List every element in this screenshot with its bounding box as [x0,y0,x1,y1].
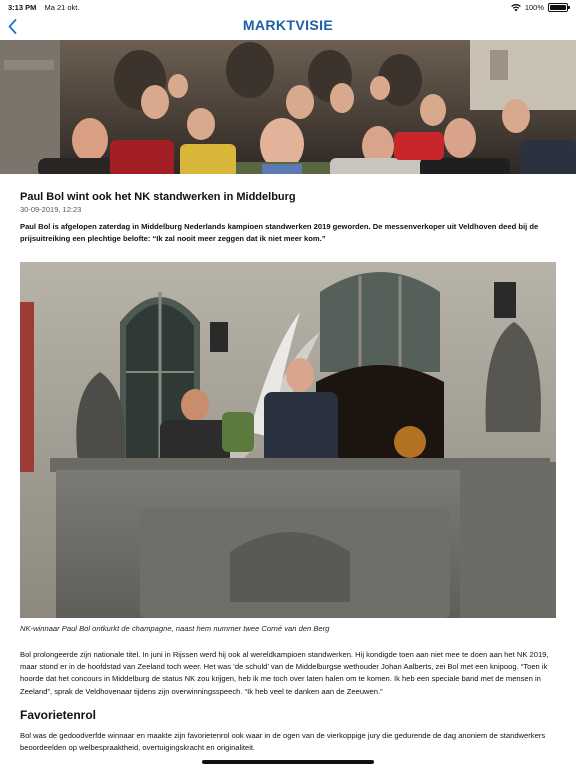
crowd-photo [0,40,576,174]
hero-image [0,40,576,174]
article-photo [20,262,556,618]
home-indicator[interactable] [202,760,374,764]
article-title: Paul Bol wint ook het NK standwerken in Middelburg [20,191,296,203]
status-left [8,3,79,12]
battery-icon [548,3,568,12]
status-time: 3:13 PM [8,3,37,12]
status-bar [0,0,576,14]
article-paragraph: Bol was de gedoodverfde winnaar en maakte zijn favorietenrol ook waar in de ogen van de vierkoppige jury die gedurende de dag anoniem de standwerkers beoordeelden op welbespraaktheid, overtuigingskracht en originaliteit. [20,730,546,753]
article-paragraph: Bol prolongeerde zijn nationale titel. In juni in Rijssen werd hij ook al wereldkampioen standwerken. Hij kondigde toen aan niet mee te doen aan het NK 2019, maar stond er in de hoofdstad van Zeeland toch weer. Het was ‘de schuld’ van de Middelburgse wethouder Johan Aalberts, zei Bol met een knipoog. “Toen ik hoorde dat het concours in Middelburg de status NK zou krijgen, heb ik me toch over laten halen om te komen. Ik heb een speciale band met de mensen in Zeeland”, sprak de Veldhovenaar tijdens zijn overwinningsspeech. “Ik heb veel te danken aan de Zeeuwen.” [20,650,549,696]
status-date: Ma 21 okt. [44,3,80,12]
wifi-icon [511,4,521,12]
article-lead: Paul Bol is afgelopen zaterdag in Middelburg Nederlands kampioen standwerken 2019 geworden. De messenverkoper uit Veldhoven deed bij de prijsuitreiking een plechtige belofte: “Ik zal nooit meer zeggen dat ik niet meer kom.” [20,222,539,243]
nav-bar [0,14,576,40]
battery-level [550,5,566,10]
brand-logo: MARKTVISIE [242,17,334,33]
balcony-photo [20,262,556,618]
status-right [511,3,568,12]
battery-percent: 100% [524,3,544,12]
photo-caption: NK-winnaar Paul Bol ontkurkt de champagne, naast hem nummer twee Corné van den Berg [20,624,330,633]
article-header [20,190,556,245]
article-date: 30-09-2019, 12:23 [20,205,82,214]
article-body [20,649,556,768]
article-subheading: Favorietenrol [20,707,97,722]
